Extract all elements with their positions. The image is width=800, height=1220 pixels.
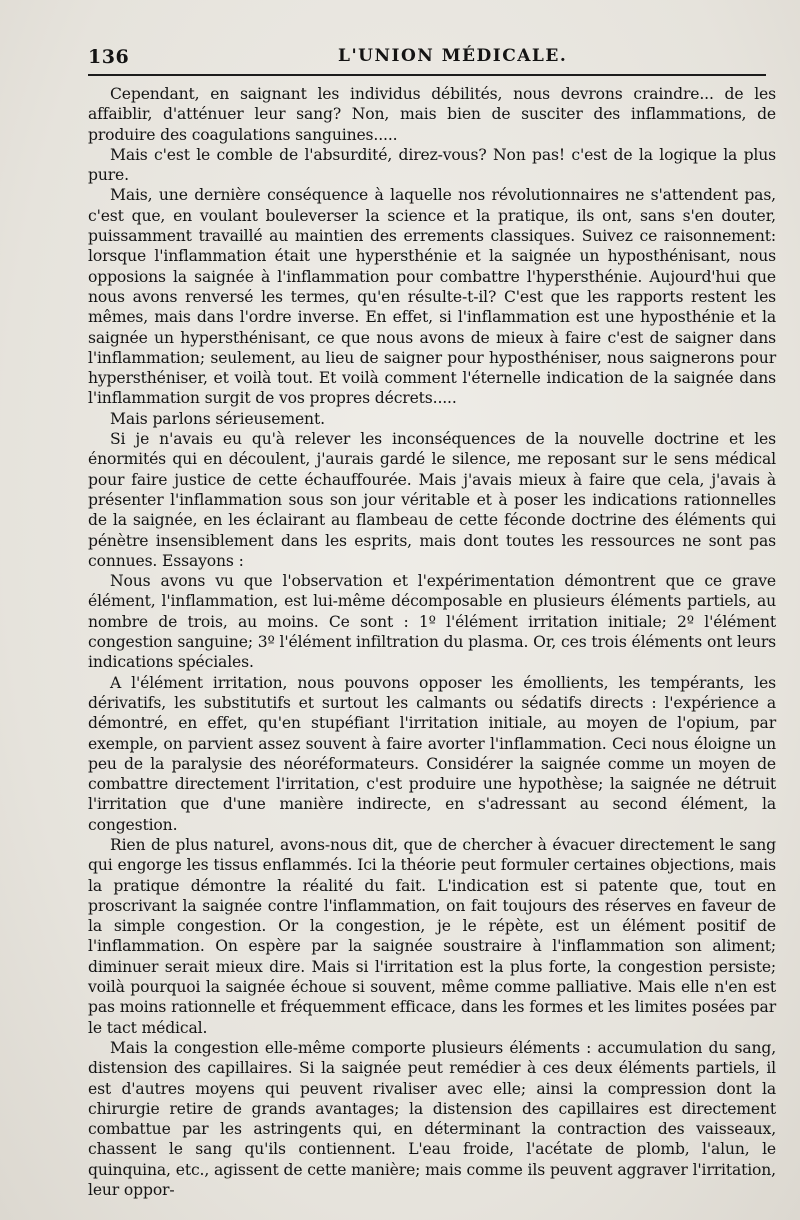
paragraph: Mais, une dernière conséquence à laquelle nos révolutionnaires ne s'attendent pas, c'est que, en voulant bouleverser la science et la pratique, ils ont, sans s'en douter, puissamment travaillé au maintien des errements classiques. Suivez ce raisonnement: lorsque l'inflammation était une hypersthénie et la saignée un hyposthénisant, nous opposions la saignée à l'inflammation pour combattre l'hypersthénie. Aujourd'hui que nous avons renversé les termes, qu'en résulte-t-il? C'est que les rapports restent les mêmes, mais dans l'ordre inverse. En effet, si l'inflammation est une hyposthénie et la saignée un hypersthénisant, ce que nous avons de mieux à faire c'est de saigner dans l'inflammation; seulement, au lieu de saigner pour hyposthéniser, nous saignerons pour hypersthéniser, et voilà tout. Et voilà comment l'éternelle indication de la saignée dans l'inflammation surgit de vos propres décrets..... <box>88 186 776 408</box>
paragraph: Nous avons vu que l'observation et l'expérimentation démontrent que ce grave élément, l'inflammation, est lui-même décomposable en plusieurs éléments partiels, au nombre de trois, au moins. Ce sont : 1º l'élément irritation initiale; 2º l'élément congestion sanguine; 3º l'élément infiltration du plasma. Or, ces trois éléments ont leurs indications spéciales. <box>88 572 776 672</box>
paragraph: Si je n'avais eu qu'à relever les inconséquences de la nouvelle doctrine et les énormités qui en découlent, j'aurais gardé le silence, me reposant sur le sens médical pour faire justice de cette échauffourée. Mais j'avais mieux à faire que cela, j'avais à présenter l'inflammation sous son jour véritable et à poser les indications rationnelles de la saignée, en les éclairant au flambeau de cette féconde doctrine des éléments qui pénètre insensiblement dans les esprits, mais dont toutes les ressources ne sont pas connues. Essayons : <box>88 430 776 570</box>
paragraph: Rien de plus naturel, avons-nous dit, que de chercher à évacuer directement le sang qui engorge les tissus enflammés. Ici la théorie peut formuler certaines objections, mais la pratique démontre la réalité du fait. L'indication est si patente que, tout en proscrivant la saignée contre l'inflammation, on fait toujours des réserves en faveur de la simple congestion. Or la congestion, je le répète, est un élément positif de l'inflammation. On espère par la saignée soustraire à l'inflammation son aliment; diminuer serait mieux dire. Mais si l'irritation est la plus forte, la congestion persiste; voilà pourquoi la saignée échoue si souvent, même comme palliative. Mais elle n'en est pas moins rationnelle et fréquemment efficace, dans les formes et les limites posées par le tact médical. <box>88 835 776 1037</box>
paragraph: Mais parlons sérieusement. <box>110 409 325 428</box>
paragraph: Cependant, en saignant les individus débilités, nous devrons craindre... de les affaiblir, d'atténuer leur sang? Non, mais bien de susciter des inflammations, de produire des coagulations sanguines..... <box>88 85 776 144</box>
body-text <box>88 84 776 1200</box>
page-header <box>88 40 778 70</box>
header-rule <box>88 74 766 76</box>
paragraph: Mais la congestion elle-même comporte plusieurs éléments : accumulation du sang, distension des capillaires. Si la saignée peut remédier à ces deux éléments partiels, il est d'autres moyens qui peuvent rivaliser avec elle; ainsi la compression dont la chirurgie retire de grands avantages; la distension des capillaires est directement combattue par les astringents qui, en déterminant la contraction des vaisseaux, chassent le sang qu'ils contiennent. L'eau froide, l'acétate de plomb, l'alun, le quinquina, etc., agissent de cette manière; mais comme ils peuvent aggraver l'irritation, leur oppor- <box>88 1038 776 1200</box>
running-title: L'UNION MÉDICALE. <box>338 46 568 66</box>
page-number: 136 <box>88 46 130 68</box>
paragraph: Mais c'est le comble de l'absurdité, direz-vous? Non pas! c'est de la logique la plus pure. <box>88 145 776 185</box>
paragraph: A l'élément irritation, nous pouvons opposer les émollients, les tempérants, les dérivatifs, les substitutifs et surtout les calmants ou sédatifs directs : l'expérience a démontré, en effet, qu'en stupéfiant l'irritation initiale, au moyen de l'opium, par exemple, on parvient assez souvent à faire avorter l'inflammation. Ceci nous éloigne un peu de la paralysie des néoréformateurs. Considérer la saignée comme un moyen de combattre directement l'irritation, c'est produire une hypothèse; la saignée ne détruit l'irritation que d'une manière indirecte, en s'adressant au second élément, la congestion. <box>88 673 776 834</box>
